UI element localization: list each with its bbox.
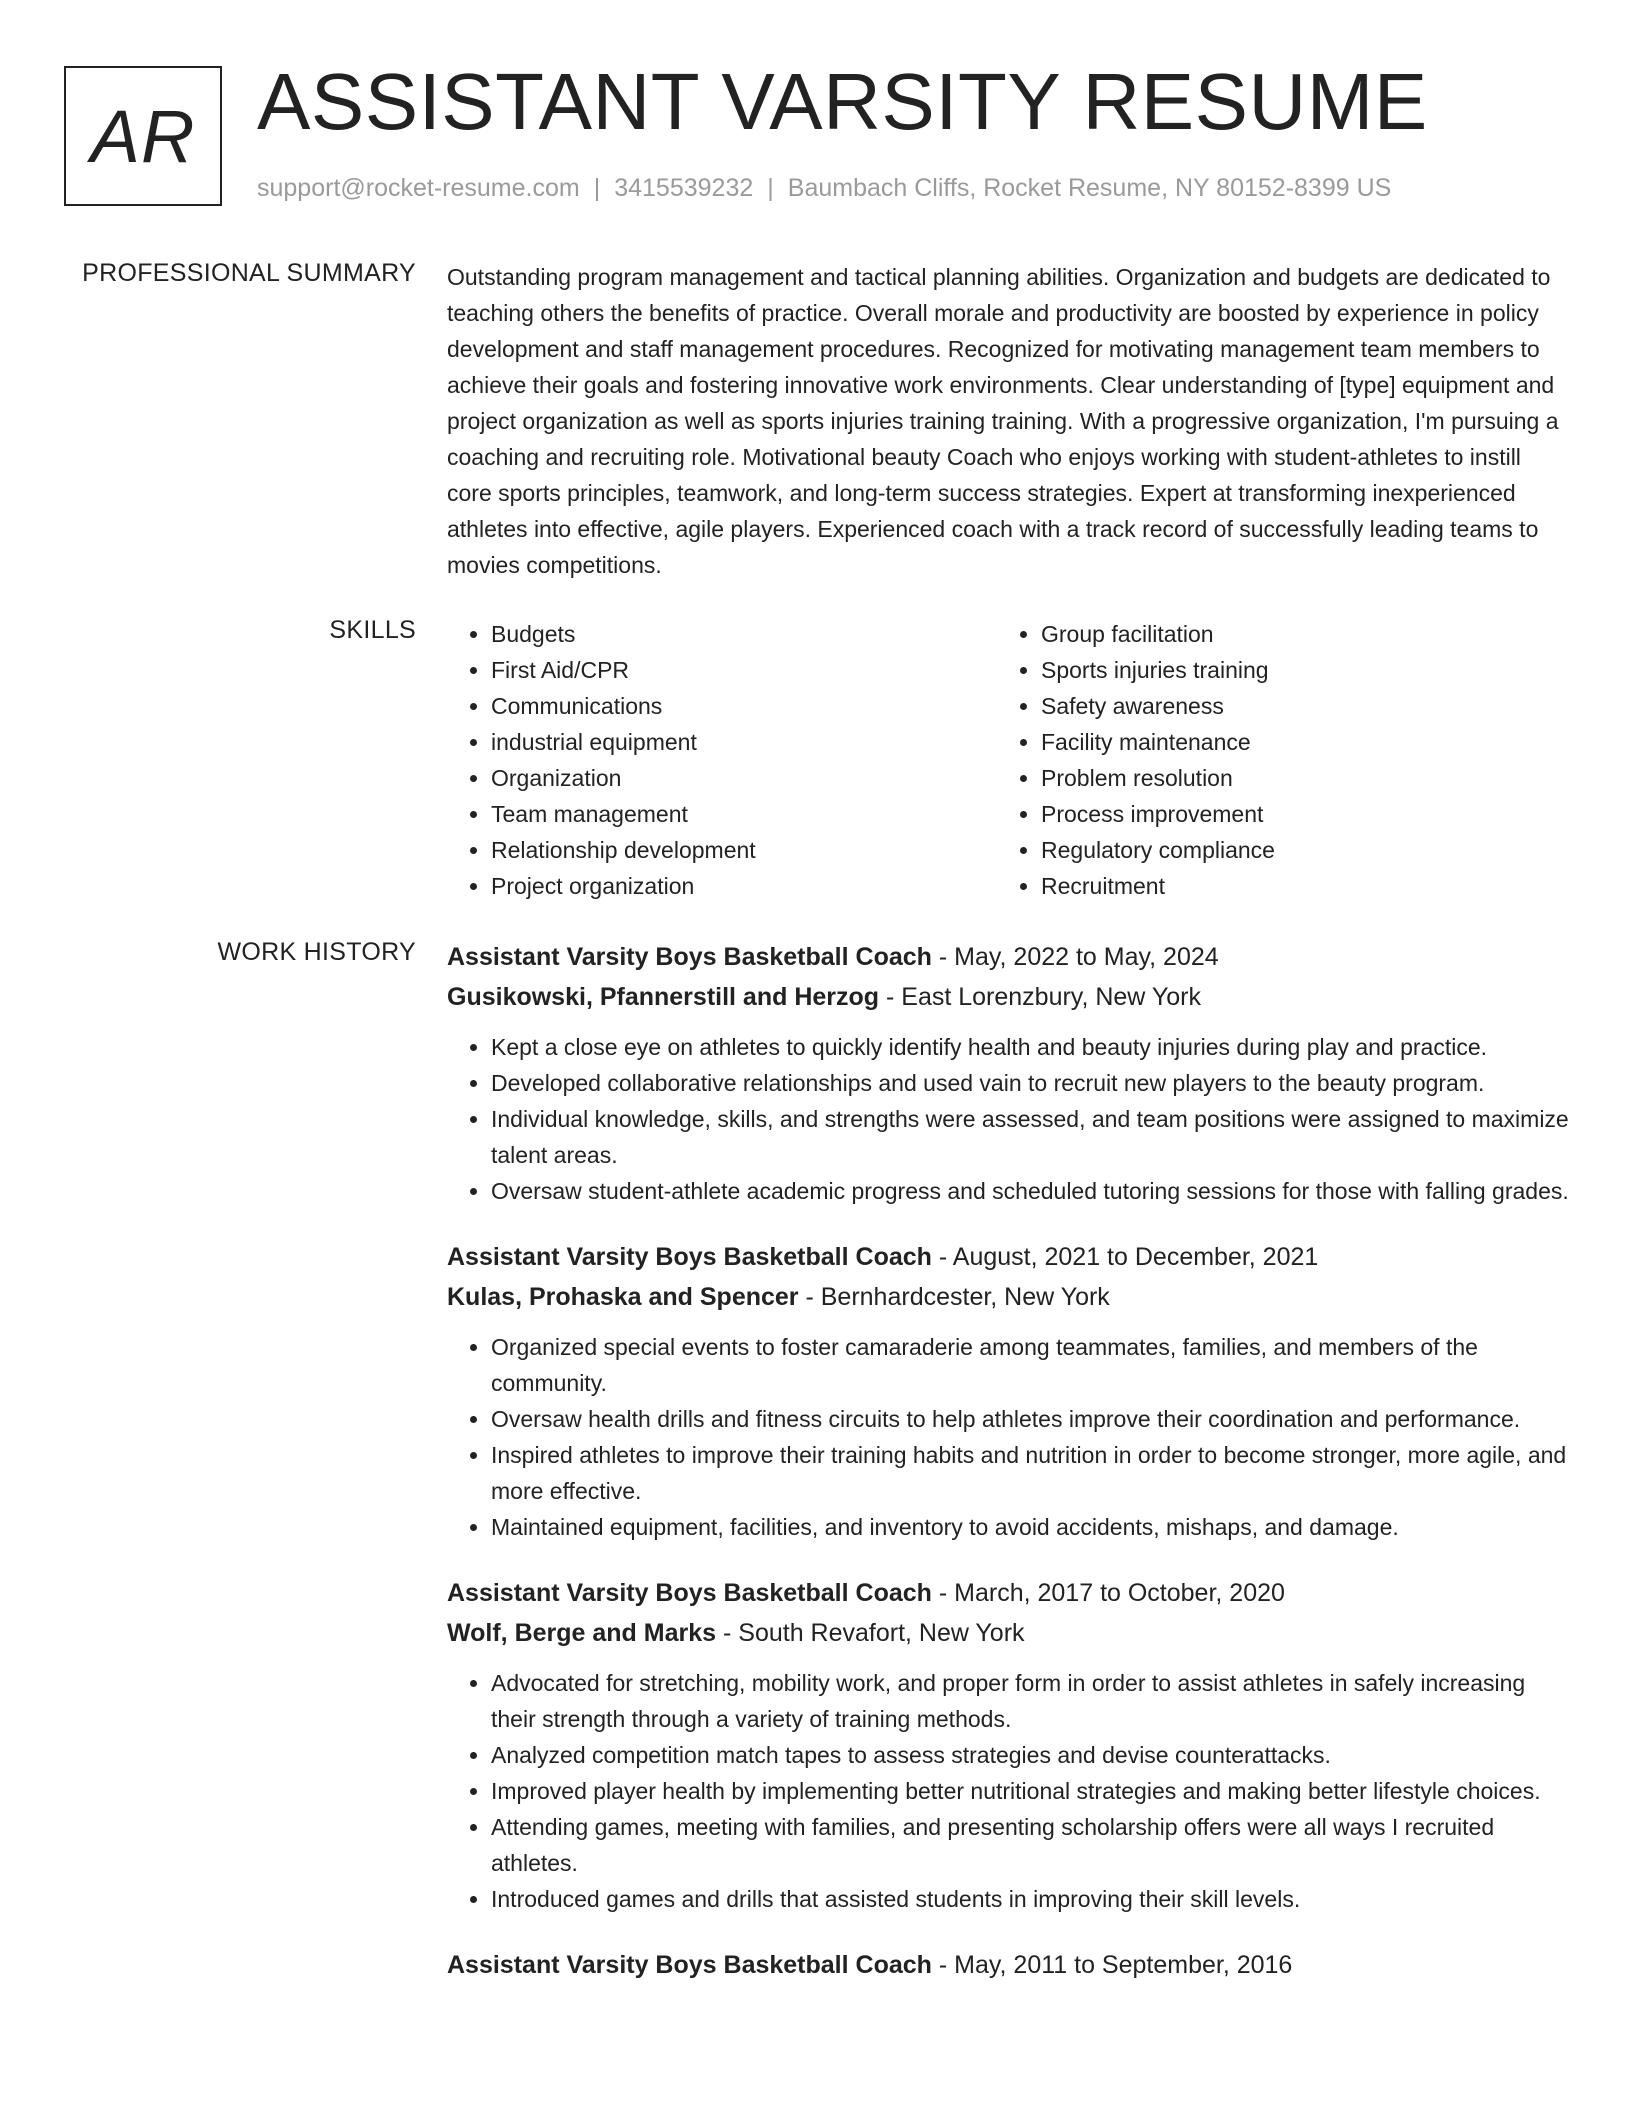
job-dates: - August, 2021 to December, 2021 bbox=[931, 1243, 1319, 1271]
job-bullet: • Kept a close eye on athletes to quickly identify health and beauty injuries during play and practice. bbox=[491, 1029, 1572, 1065]
monogram-logo: AR bbox=[64, 66, 222, 206]
skill-item: • Recruitment bbox=[1041, 868, 1547, 904]
job-location: - Bernhardcester, New York bbox=[798, 1283, 1110, 1311]
job-entry bbox=[447, 1945, 1572, 1985]
job-bullet: • Inspired athletes to improve their training habits and nutrition in order to become stronger, more agile, and more effective. bbox=[491, 1437, 1572, 1509]
skill-item: • Facility maintenance bbox=[1041, 724, 1547, 760]
job-company-line bbox=[447, 1613, 1572, 1653]
skill-item: • Sports injuries training bbox=[1041, 652, 1547, 688]
skills-column-left bbox=[447, 616, 997, 904]
skill-item: • Project organization bbox=[491, 868, 997, 904]
job-bullet: • Attending games, meeting with families, and presenting scholarship offers were all ways I recruited athletes. bbox=[491, 1809, 1572, 1881]
job-company-line bbox=[447, 977, 1572, 1017]
section-label-summary: PROFESSIONAL SUMMARY bbox=[82, 259, 416, 287]
job-title-line bbox=[447, 1237, 1572, 1277]
skill-item: • Process improvement bbox=[1041, 796, 1547, 832]
job-bullet: • Advocated for stretching, mobility work, and proper form in order to assist athletes in safely increasing their strength through a variety of training methods. bbox=[491, 1665, 1572, 1737]
job-company: Kulas, Prohaska and Spencer bbox=[447, 1283, 799, 1311]
summary-text: Outstanding program management and tactical planning abilities. Organization and budgets are dedicated to teaching others the benefits of practice. Overall morale and productivity are boosted by experience in policy development and staff management procedures. Recognized for motivating management team members to achieve their goals and fostering innovative work environments. Clear understanding of [type] equipment and project organization as well as sports injuries training training. With a progressive organization, I'm pursuing a coaching and recruiting role. Motivational beauty Coach who enjoys working with student-athletes to instill core sports principles, teamwork, and long-term success strategies. Expert at transforming inexperienced athletes into effective, agile players. Experienced coach with a track record of successfully leading teams to movies competitions. bbox=[447, 264, 1559, 578]
job-bullets bbox=[447, 1665, 1572, 1917]
job-bullet: • Individual knowledge, skills, and strengths were assessed, and team positions were assigned to maximize talent areas. bbox=[491, 1101, 1572, 1173]
job-dates: - March, 2017 to October, 2020 bbox=[931, 1579, 1285, 1607]
contact-email[interactable]: support@rocket-resume.com bbox=[257, 174, 580, 202]
skill-item: • industrial equipment bbox=[491, 724, 997, 760]
job-company: Gusikowski, Pfannerstill and Herzog bbox=[447, 983, 880, 1011]
contact-phone[interactable]: 3415539232 bbox=[614, 174, 754, 202]
job-company-line bbox=[447, 1277, 1572, 1317]
skill-item: • Regulatory compliance bbox=[1041, 832, 1547, 868]
skill-item: • Team management bbox=[491, 796, 997, 832]
job-location: - East Lorenzbury, New York bbox=[879, 983, 1201, 1011]
section-label-work: WORK HISTORY bbox=[217, 938, 416, 966]
job-company: Wolf, Berge and Marks bbox=[447, 1619, 717, 1647]
job-bullets bbox=[447, 1329, 1572, 1545]
skills-section bbox=[447, 616, 1572, 904]
job-bullet: • Improved player health by implementing better nutritional strategies and making better lifestyle choices. bbox=[491, 1773, 1572, 1809]
job-bullet: • Analyzed competition match tapes to assess strategies and devise counterattacks. bbox=[491, 1737, 1572, 1773]
work-history-section bbox=[447, 937, 1572, 2013]
contact-line bbox=[257, 174, 1391, 203]
job-location: - South Revafort, New York bbox=[716, 1619, 1025, 1647]
job-dates: - May, 2022 to May, 2024 bbox=[931, 943, 1219, 971]
job-dates: - May, 2011 to September, 2016 bbox=[931, 1951, 1293, 1979]
skill-item: • Relationship development bbox=[491, 832, 997, 868]
contact-separator: | bbox=[767, 174, 774, 202]
job-entry bbox=[447, 1573, 1572, 1917]
summary-section bbox=[447, 259, 1572, 583]
job-entry bbox=[447, 937, 1572, 1209]
job-bullet: • Maintained equipment, facilities, and inventory to avoid accidents, mishaps, and damage. bbox=[491, 1509, 1572, 1545]
job-bullet: • Oversaw student-athlete academic progress and scheduled tutoring sessions for those with falling grades. bbox=[491, 1173, 1572, 1209]
job-title: Assistant Varsity Boys Basketball Coach bbox=[447, 1951, 932, 1979]
job-bullet: • Introduced games and drills that assisted students in improving their skill levels. bbox=[491, 1881, 1572, 1917]
skill-item: • Organization bbox=[491, 760, 997, 796]
job-bullet: • Oversaw health drills and fitness circuits to help athletes improve their coordination and performance. bbox=[491, 1401, 1572, 1437]
contact-separator: | bbox=[593, 174, 601, 202]
skill-item: • Safety awareness bbox=[1041, 688, 1547, 724]
job-bullets bbox=[447, 1029, 1572, 1209]
skill-item: • Group facilitation bbox=[1041, 616, 1547, 652]
job-bullet: • Developed collaborative relationships and used vain to recruit new players to the beauty program. bbox=[491, 1065, 1572, 1101]
job-title: Assistant Varsity Boys Basketball Coach bbox=[447, 1579, 932, 1607]
job-title-line bbox=[447, 1945, 1572, 1985]
skill-item: • Communications bbox=[491, 688, 997, 724]
job-entry bbox=[447, 1237, 1572, 1545]
job-title: Assistant Varsity Boys Basketball Coach bbox=[447, 1243, 932, 1271]
section-label-skills: SKILLS bbox=[329, 616, 416, 644]
skills-column-right bbox=[997, 616, 1547, 904]
job-title-line bbox=[447, 937, 1572, 977]
contact-address: Baumbach Cliffs, Rocket Resume, NY 80152-8399 US bbox=[787, 174, 1392, 202]
job-title-line bbox=[447, 1573, 1572, 1613]
resume-title: ASSISTANT VARSITY RESUME bbox=[257, 57, 1428, 146]
skill-item: • Budgets bbox=[491, 616, 997, 652]
skill-item: • Problem resolution bbox=[1041, 760, 1547, 796]
job-title: Assistant Varsity Boys Basketball Coach bbox=[447, 943, 932, 971]
job-bullet: • Organized special events to foster camaraderie among teammates, families, and members of the community. bbox=[491, 1329, 1572, 1401]
skill-item: • First Aid/CPR bbox=[491, 652, 997, 688]
